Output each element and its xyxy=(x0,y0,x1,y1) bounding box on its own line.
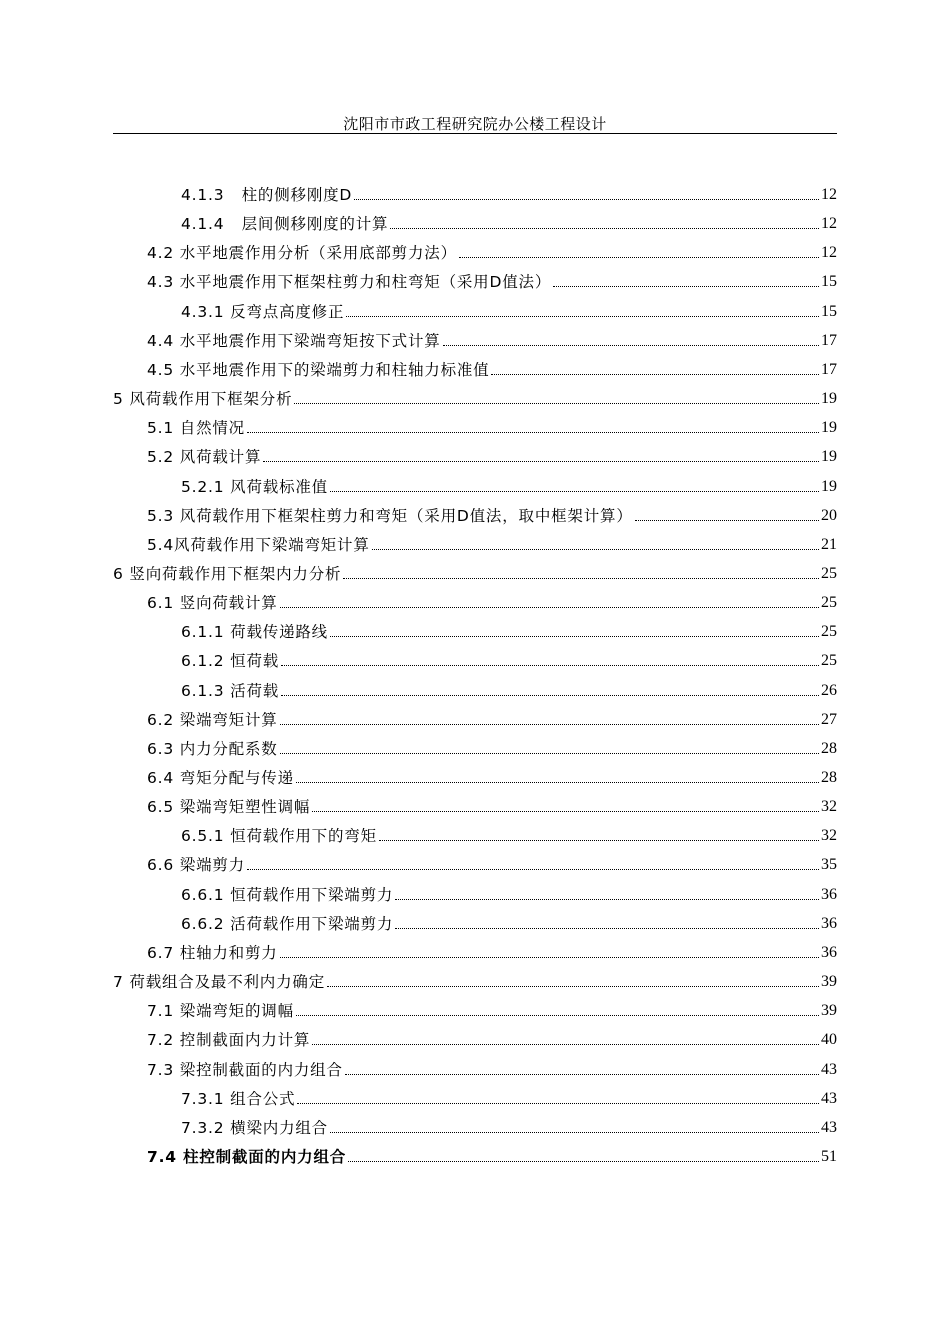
toc-dot-leader xyxy=(247,432,819,433)
toc-entry-label: 6.1.2 恒荷载 xyxy=(181,652,280,671)
toc-entry[interactable] xyxy=(113,385,837,409)
toc-entry-page-number: 51 xyxy=(821,1147,837,1165)
toc-entry-label: 4.3 水平地震作用下框架柱剪力和柱弯矩（采用D值法） xyxy=(147,273,552,292)
toc-entry-page-number: 15 xyxy=(821,273,837,291)
toc-entry-label: 5.2 风荷载计算 xyxy=(147,448,262,467)
toc-entry[interactable] xyxy=(147,443,837,467)
toc-entry-page-number: 35 xyxy=(821,856,837,874)
toc-entry[interactable] xyxy=(181,647,837,671)
toc-entry-page-number: 43 xyxy=(821,1118,837,1136)
toc-entry-label: 4.4 水平地震作用下梁端弯矩按下式计算 xyxy=(147,331,441,350)
toc-entry-label: 5.1 自然情况 xyxy=(147,419,245,438)
toc-dot-leader xyxy=(354,199,819,200)
toc-entry-label: 6.7 柱轴力和剪力 xyxy=(147,943,278,962)
toc-entry-label: 7.3.2 横梁内力组合 xyxy=(181,1118,328,1137)
toc-entry-label: 6.6.1 恒荷载作用下梁端剪力 xyxy=(181,885,394,904)
toc-entry-page-number: 28 xyxy=(821,769,837,786)
toc-entry[interactable] xyxy=(147,502,837,526)
toc-dot-leader xyxy=(247,869,819,870)
toc-entry[interactable] xyxy=(113,560,837,584)
toc-entry-label: 6.5.1 恒荷载作用下的弯矩 xyxy=(181,827,377,846)
toc-entry[interactable] xyxy=(147,793,837,817)
toc-entry-page-number: 32 xyxy=(821,798,837,816)
toc-entry[interactable] xyxy=(147,356,837,380)
toc-entry-label: 5.2.1 风荷载标准值 xyxy=(181,477,328,496)
toc-entry-page-number: 17 xyxy=(821,360,837,378)
toc-entry[interactable] xyxy=(147,939,837,963)
toc-dot-leader xyxy=(296,782,819,783)
toc-dot-leader xyxy=(296,1015,819,1016)
toc-entry[interactable] xyxy=(147,1026,837,1050)
toc-entry[interactable] xyxy=(181,181,837,205)
toc-entry[interactable] xyxy=(181,881,837,905)
toc-entry-label: 7.1 梁端弯矩的调幅 xyxy=(147,1002,294,1021)
toc-entry[interactable] xyxy=(147,239,837,263)
toc-dot-leader xyxy=(294,403,819,404)
toc-entry[interactable] xyxy=(181,298,837,322)
toc-entry-label: 7 荷载组合及最不利内力确定 xyxy=(113,973,325,992)
toc-entry-page-number: 36 xyxy=(821,885,837,903)
toc-entry-label: 7.3.1 组合公式 xyxy=(181,1089,296,1108)
toc-entry-page-number: 25 xyxy=(821,594,837,612)
toc-entry-label: 6.1 竖向荷载计算 xyxy=(147,594,278,613)
toc-dot-leader xyxy=(348,1161,819,1162)
toc-entry[interactable] xyxy=(147,268,837,292)
toc-entry-page-number: 20 xyxy=(821,506,837,524)
toc-entry[interactable] xyxy=(147,414,837,438)
toc-entry-page-number: 12 xyxy=(821,215,837,233)
toc-entry[interactable] xyxy=(147,706,837,730)
toc-entry-label: 5.3 风荷载作用下框架柱剪力和弯矩（采用D值法，取中框架计算） xyxy=(147,506,633,525)
toc-dot-leader xyxy=(312,811,819,812)
toc-entry[interactable] xyxy=(147,1056,837,1080)
toc-entry[interactable] xyxy=(181,618,837,642)
toc-entry[interactable] xyxy=(181,910,837,934)
toc-dot-leader xyxy=(312,1044,819,1045)
toc-entry-page-number: 39 xyxy=(821,973,837,991)
toc-entry-label: 5.4风荷载作用下梁端弯矩计算 xyxy=(147,535,370,554)
toc-entry[interactable] xyxy=(147,327,837,351)
toc-dot-leader xyxy=(491,374,819,375)
toc-entry-label: 4.1.4 层间侧移刚度的计算 xyxy=(181,215,389,234)
toc-dot-leader xyxy=(343,578,819,579)
toc-entry-label: 4.3.1 反弯点高度修正 xyxy=(181,302,345,321)
toc-entry-page-number: 40 xyxy=(821,1031,837,1049)
toc-entry[interactable] xyxy=(181,677,837,701)
toc-entry[interactable] xyxy=(181,1114,837,1138)
toc-entry[interactable] xyxy=(147,589,837,613)
toc-entry[interactable] xyxy=(147,531,837,555)
toc-dot-leader xyxy=(330,491,819,492)
toc-entry[interactable] xyxy=(147,1143,837,1167)
toc-dot-leader xyxy=(280,753,819,754)
toc-dot-leader xyxy=(297,1103,819,1104)
toc-entry[interactable] xyxy=(181,822,837,846)
toc-entry-page-number: 36 xyxy=(821,914,837,932)
toc-entry-label: 7.2 控制截面内力计算 xyxy=(147,1031,311,1050)
toc-entry-label: 6.3 内力分配系数 xyxy=(147,739,278,758)
toc-entry-label: 7.3 梁控制截面的内力组合 xyxy=(147,1060,343,1079)
toc-entry-label: 6.4 弯矩分配与传递 xyxy=(147,769,294,787)
toc-dot-leader xyxy=(635,520,819,521)
toc-entry[interactable] xyxy=(147,735,837,759)
toc-entry[interactable] xyxy=(181,1085,837,1109)
toc-dot-leader xyxy=(281,695,819,696)
toc-dot-leader xyxy=(330,1132,819,1133)
toc-entry-page-number: 12 xyxy=(821,186,837,203)
toc-entry-page-number: 26 xyxy=(821,681,837,699)
toc-entry-page-number: 32 xyxy=(821,827,837,845)
toc-entry-page-number: 28 xyxy=(821,739,837,757)
toc-dot-leader xyxy=(553,286,819,287)
toc-dot-leader xyxy=(443,345,819,346)
toc-entry-page-number: 27 xyxy=(821,710,837,728)
toc-entry-page-number: 39 xyxy=(821,1002,837,1020)
toc-dot-leader xyxy=(281,665,819,666)
toc-entry-label: 4.1.3 柱的侧移刚度D xyxy=(181,186,353,204)
toc-dot-leader xyxy=(345,1074,819,1075)
toc-entry-page-number: 19 xyxy=(821,390,837,408)
toc-entry-label: 7.4 柱控制截面的内力组合 xyxy=(147,1147,347,1166)
header-rule xyxy=(113,133,837,134)
toc-entry[interactable] xyxy=(147,997,837,1021)
toc-dot-leader xyxy=(327,986,819,987)
toc-entry[interactable] xyxy=(181,473,837,497)
toc-entry[interactable] xyxy=(147,764,837,788)
toc-entry-label: 6 竖向荷载作用下框架内力分析 xyxy=(113,564,342,583)
toc-entry-page-number: 12 xyxy=(821,244,837,262)
toc-entry-page-number: 25 xyxy=(821,652,837,670)
toc-entry-label: 6.5 梁端弯矩塑性调幅 xyxy=(147,798,311,817)
toc-dot-leader xyxy=(280,957,819,958)
toc-entry-label: 4.5 水平地震作用下的梁端剪力和柱轴力标准值 xyxy=(147,360,490,379)
toc-entry-label: 6.6.2 活荷载作用下梁端剪力 xyxy=(181,914,394,933)
toc-entry-page-number: 43 xyxy=(821,1060,837,1078)
toc-entry-page-number: 25 xyxy=(821,623,837,641)
toc-entry-label: 4.2 水平地震作用分析（采用底部剪力法） xyxy=(147,244,457,263)
toc-dot-leader xyxy=(459,257,819,258)
toc-entry-page-number: 43 xyxy=(821,1089,837,1107)
toc-dot-leader xyxy=(280,724,819,725)
toc-entry-page-number: 17 xyxy=(821,331,837,349)
toc-entry[interactable] xyxy=(181,210,837,234)
toc-dot-leader xyxy=(379,840,819,841)
toc-entry-page-number: 19 xyxy=(821,448,837,466)
toc-dot-leader xyxy=(395,928,819,929)
toc-entry-label: 6.1.3 活荷载 xyxy=(181,681,280,700)
toc-entry-page-number: 15 xyxy=(821,302,837,320)
toc-entry-page-number: 21 xyxy=(821,535,837,553)
toc-dot-leader xyxy=(280,607,819,608)
toc-dot-leader xyxy=(330,636,819,637)
toc-entry-page-number: 19 xyxy=(821,419,837,437)
toc-dot-leader xyxy=(263,461,819,462)
toc-entry-page-number: 19 xyxy=(821,477,837,495)
toc-entry-label: 6.1.1 荷载传递路线 xyxy=(181,623,328,642)
toc-dot-leader xyxy=(346,316,819,317)
toc-entry-label: 6.2 梁端弯矩计算 xyxy=(147,710,278,729)
toc-entry-page-number: 36 xyxy=(821,943,837,961)
toc-dot-leader xyxy=(390,228,819,229)
toc-dot-leader xyxy=(395,899,819,900)
toc-entry[interactable] xyxy=(147,851,837,875)
header-title: 沈阳市市政工程研究院办公楼工程设计 xyxy=(343,115,607,133)
toc-entry[interactable] xyxy=(113,968,837,992)
toc-entry-label: 6.6 梁端剪力 xyxy=(147,856,245,875)
toc-entry-page-number: 25 xyxy=(821,564,837,582)
toc-dot-leader xyxy=(372,549,819,550)
toc-entry-label: 5 风荷载作用下框架分析 xyxy=(113,390,293,409)
